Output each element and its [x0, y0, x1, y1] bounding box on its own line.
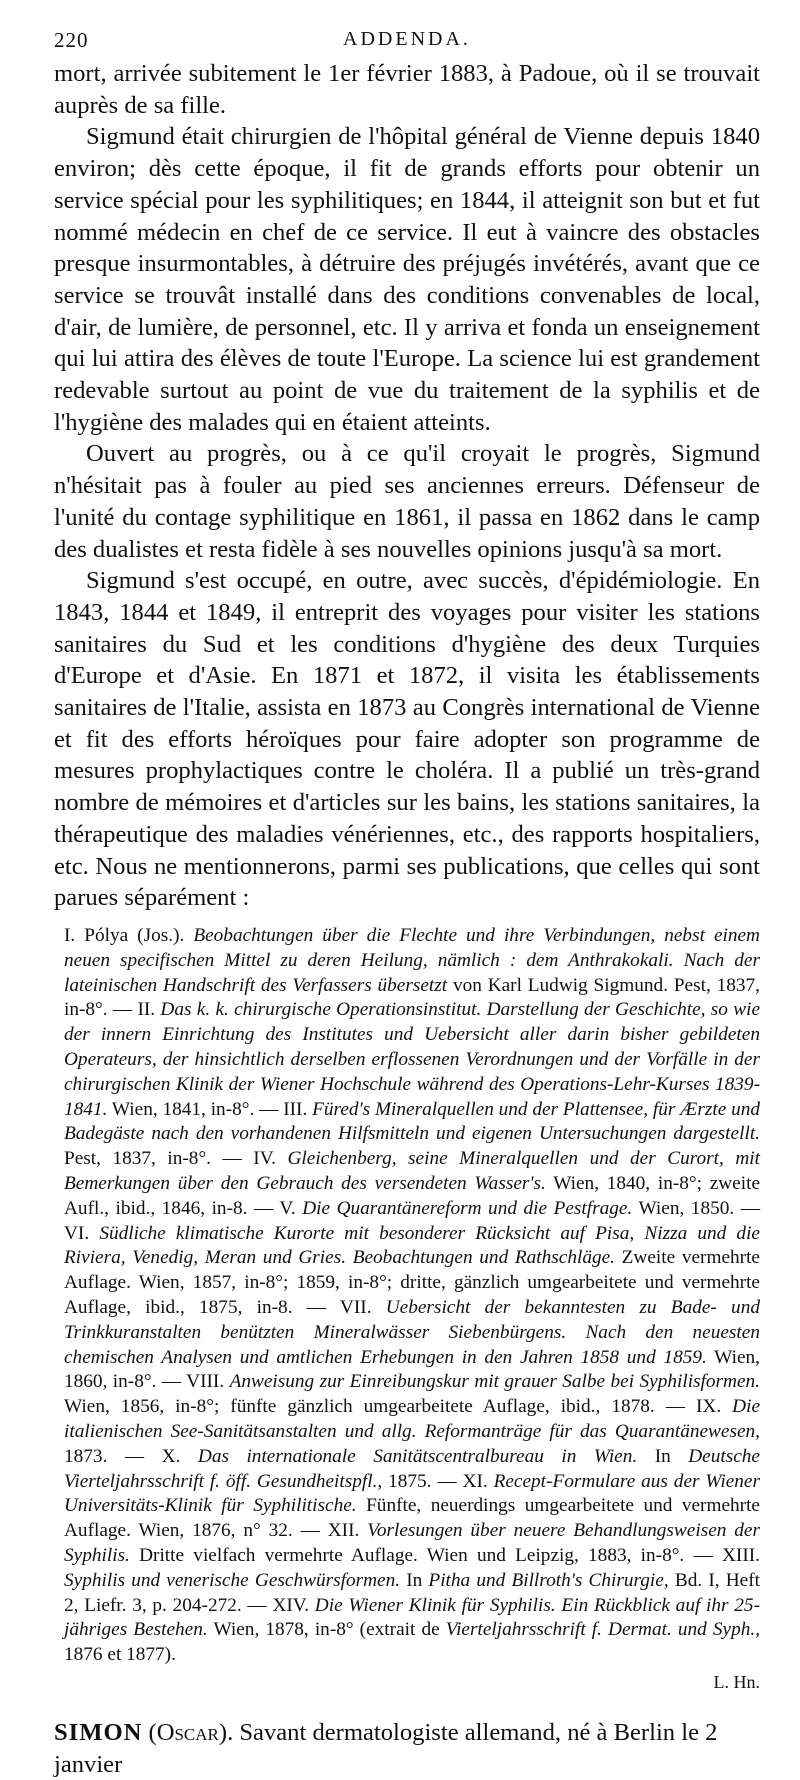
biblio-title: Füred's Mineralquellen und der Plattensee, für Ærzte und Badegäste nach den vorhandenen Hilfsmitteln und eigenen Untersuchungen dargestellt. [64, 1098, 760, 1145]
biblio-text: Wien, 1841, in-8°. — III. [107, 1098, 313, 1120]
biblio-text: Wien, 1860, in-8°. — VIII. [64, 1346, 760, 1393]
biblio-title: Pitha und Billroth's Chirurgie, [428, 1569, 669, 1591]
entry-text: Savant dermatologiste allemand, né à Berlin le 2 janvier [54, 1718, 718, 1778]
biblio-title: Südliche klimatische Kurorte mit besonderer Rücksicht auf Pisa, Nizza und die Riviera, Venedig, Meran und Gries. Beobachtungen und Rathschläge. [64, 1222, 760, 1269]
biblio-title: Vierteljahrsschrift f. Dermat. und Syph., [445, 1619, 761, 1641]
bibliography [54, 924, 760, 1668]
biblio-title: Syphilis und venerische Geschwürsformen. [64, 1569, 401, 1591]
biblio-title: Vorlesungen über neuere Behandlungsweisen der Syphilis. [64, 1520, 760, 1566]
biblio-title: Beobachtungen über die Flechte und ihre Verbindungen, nebst einem neuen specifischen Mittel zu deren Heilung, nämlich : dem Anthrakokali. Nach der lateinischen Handschrift des Verfassers übersetzt [64, 924, 760, 996]
biblio-text: Zweite vermehrte Auflage. Wien, 1857, in-8°; 1859, in-8°; dritte, gänzlich umgearbeitete und vermehrte Auflage, ibid., 1875, in-8. — VII. [64, 1247, 760, 1318]
page-number: 220 [54, 28, 89, 52]
biblio-text: Wien, 1856, in-8°; fünfte gänzlich umgearbeitete Auflage, ibid., 1878. — IX. [64, 1396, 733, 1418]
biblio-text: 1875. — XI. [382, 1470, 494, 1492]
paragraph: Sigmund s'est occupé, en outre, avec succès, d'épidémiologie. En 1843, 1844 et 1849, il entreprit des voyages pour visiter les stations sanitaires du Sud et les conditions d'hygiène des deux Turquies d'Europe et d'Asie. En 1871 et 1872, il visita les établissements sanitaires de l'Italie, assista en 1873 au Congrès international de Vienne et fit des efforts héroïques pour faire adopter son programme de mesures prophylactiques contre le choléra. Il a publié un très-grand nombre de mémoires et d'articles sur les bains, les stations sanitaires, la thérapeutique des maladies vénériennes, etc., des rapports hospitaliers, etc. Nous ne mentionnerons, parmi ses publications, que celles qui sont parues séparément : [54, 567, 760, 912]
biblio-title: Die italienischen See-Sanitätsanstalten und allg. Reformanträge für das Quarantänewesen, [64, 1396, 760, 1442]
biblio-text: Fünfte, neuerdings umgearbeitete und vermehrte Auflage. Wien, 1876, n° 32. — XII. [64, 1495, 760, 1542]
biblio-title: Das internationale Sanitätscentralbureau in Wien. [197, 1445, 638, 1467]
biblio-text: Wien, 1840, in-8°; zweite Aufl., ibid., 1846, in-8. — V. [64, 1172, 760, 1219]
biblio-title: Die Wiener Klinik für Syphilis. Ein Rückblick auf ihr 25-jähriges Bestehen. [64, 1594, 760, 1641]
next-entry [54, 1717, 760, 1780]
entry-first-name: (Oscar). [148, 1718, 234, 1746]
biblio-text: von Karl Ludwig Sigmund. Pest, 1837, in-8°. — II. [64, 974, 760, 1021]
paragraph-continued: mort, arrivée subitement le 1er février 1883, à Padoue, où il se trouvait auprès de sa fille. [54, 60, 760, 119]
biblio-title: Uebersicht der bekanntesten zu Bade- und Trinkkuranstalten benützten Mineralwässer Siebenbürgens. Nach den neuesten chemischen Analysen und amtlichen Erhebungen in den Jahren 1858 und 1859. [64, 1296, 760, 1368]
biblio-title: Recept-Formulare aus der Wiener Universitäts-Klinik für Syphilitische. [64, 1470, 760, 1517]
biblio-text: Wien, 1878, in-8° (extrait de [207, 1619, 446, 1641]
author-signature: L. Hn. [713, 1671, 760, 1692]
biblio-text: Pest, 1837, in-8°. — IV. [64, 1148, 288, 1170]
section-title: ADDENDA. [343, 28, 471, 50]
entry-headword: SIMON [54, 1718, 143, 1746]
paragraph: Sigmund était chirurgien de l'hôpital général de Vienne depuis 1840 environ; dès cette époque, il fit de grands efforts pour obtenir un service spécial pour les syphilitiques; en 1844, il atteignit son but et fut nommé médecin en chef de ce service. Il eut à vaincre des obstacles presque insurmontables, à détruire des préjugés invétérés, avant que ce service se trouvât installé dans des conditions convenables de local, d'air, de lumière, de personnel, etc. Il y arriva et fonda un enseignement qui lui attira des élèves de toute l'Europe. La science lui est grandement redevable surtout au point de vue du traitement de la syphilis et de l'hygiène des malades qui en étaient atteints. [54, 123, 760, 436]
biblio-title: Deutsche Vierteljahrsschrift f. öff. Gesundheitspfl., [64, 1445, 760, 1492]
paragraph: Ouvert au progrès, ou à ce qu'il croyait le progrès, Sigmund n'hésitait pas à fouler au pied ses anciennes erreurs. Défenseur de l'unité du contage syphilitique en 1861, il passa en 1862 dans le camp des dualistes et resta fidèle à ses nouvelles opinions jusqu'à sa mort. [54, 440, 760, 563]
biblio-title: Das k. k. chirurgische Operationsinstitut. Darstellung der Geschichte, so wie der innern Einrichtung des Institutes und Uebersicht aller darin bisher gebildeten Operateurs, der hinsichtlich derselben erflossenen Verordnungen und der Vorfälle in der chirurgischen Klinik der Wiener Hochschule während des Operations-Lehr-Kurses 1839-1841. [64, 999, 761, 1120]
biblio-text: 1876 et 1877). [64, 1644, 176, 1666]
biblio-text: I. Pólya (Jos.). [64, 924, 194, 946]
biblio-title: Die Quarantänereform und die Pestfrage. [302, 1197, 633, 1219]
article-body [54, 58, 760, 914]
biblio-text: Bd. I, Heft 2, Liefr. 3, p. 204-272. — XIV. [64, 1569, 760, 1616]
biblio-text: Dritte vielfach vermehrte Auflage. Wien und Leipzig, 1883, in-8°. — XIII. [129, 1544, 760, 1566]
biblio-title: Anweisung zur Einreibungskur mit grauer Salbe bei Syphilisformen. [229, 1371, 760, 1393]
biblio-text: In [637, 1445, 689, 1467]
biblio-text: Wien, 1850. — VI. [64, 1197, 760, 1244]
biblio-text: 1873. — X. [64, 1445, 198, 1467]
biblio-title: Gleichenberg, seine Mineralquellen und der Curort, mit Bemerkungen über den Gebrauch des versendeten Wasser's. [64, 1148, 760, 1194]
biblio-text: In [400, 1569, 429, 1591]
running-head [54, 28, 760, 58]
